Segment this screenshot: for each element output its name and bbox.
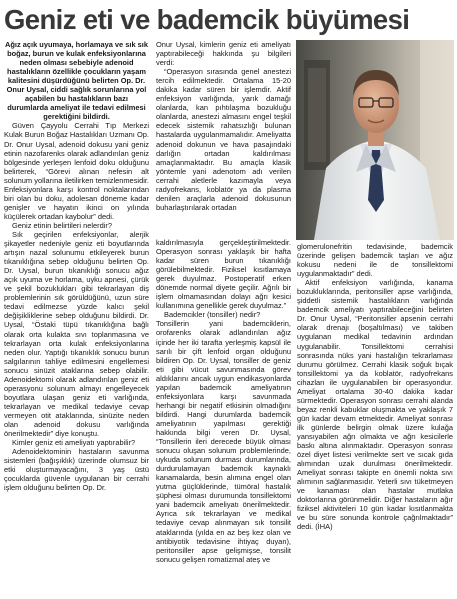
article-paragraph: Aktif enfeksiyon varlığında, kanama bozukluklarında, peritonsiller apse varlığında, şiddetli sistemik hastalıkların varlığında bademcik ameliyatı yaptırabileceğini belirten Dr. Onur Uysal, “Peritonsiller apsenin cerrahi olarak drenajı (boşaltılması) ve takiben uygulanan medikal tedavinin ardından uygulanabilir. Tonsillektomi cerrahisi sonrasında nüks yani hastalığın tekrarlaması durumu görülmez. Cerrahi klasik soğuk bıçak tonsillektomi ya da koblatör, radyofrekans cihazları ile uygulanabilen bir operasyondur. Ameliyat ortalama 30-40 dakika kadar sürmektedir. Operasyon sonrası cerrahi alanda beyaz renkli kabuklar oluşmakta ve yaklaşık 7 gün kadar devam etmektedir. Ameliyat sonrası ilk günlerde belirgin olmak üzere kulağa yansıyabilen ağrı olmakta ve ağrı kesicilerle baskı altına alınmaktadır. Operasyon sonrası özel diyet listesi verilmekte sert ve sıcak gıda alımından uzak durulması önerilmektedir. Ameliyat sonrası takipte en önemli nokta sıvı alımının sağlanmasıdır. Yeterli sıvı tüketmeyen ve kanaması olan hastalar mutlaka doktorlarına görünmelidir. Diğer hastaların ağır fiziksel aktiviteleri 10 gün kadar kısıtlanmakta ve bu süre sonunda kontrole çağrılmaktadır” dedi. (İHA) — [297, 278, 453, 532]
headline: Geniz eti ve bademcik büyümesi — [4, 4, 410, 35]
doctor-portrait-photo — [296, 40, 454, 240]
article-paragraph: Kimler geniz eti ameliyatı yaptırabilir? — [12, 438, 136, 448]
article-paragraph: glomerulonefritin tedavisinde, bademcik üzerinde gelişen bademcik taşları ve ağız kokusu nedeni ile de tonsillektomi uygulanmaktadır” dedi. — [297, 242, 453, 279]
article-paragraph: Adenoidektominin hastaların savunma sistemleri (bağışıklık) üzerinde olumsuz bir etki oluşturmayacağını, 3 yaş üstü çocuklarda güvenle uygulanan bir cerrahi işlem olduğunu belirten Op. Dr. — [4, 447, 149, 493]
article-paragraph: Bademcikler (tonsiller) nedir? — [164, 310, 261, 320]
article-paragraph: Tonsillerin yani bademciklerin, orofarenks olarak adlandırılan ağız içinde her iki tarafta yerleşmiş kapsül ile sarılı bir çift lenfoid organ olduğunu bildiren Op. Dr. Uysal, tonsiller de geniz eti gibi vücut savunmasında görev aldıklarını ancak uygun endikasyonlarda yapılan bademcik ameliyatının enfeksiyonlara karşı savunmada herhangi bir negatif etkisinin olmadığını bildirdi. Hangi durumlarda bademcik ameliyatının yapılması gerektiği hakkında bilgi veren Dr. Uysal, “Tonsillerin ileri derecede büyük olması sonucu oluşan solunum problemlerinde, uykuda solunum durması durumlarında, durdurulamayan bademcik kaynaklı kanamalarda, besin alımına engel olan yutma güçlüklerinde, tümöral hastalık şüphesi olması durumunda tonsillektomi yani bademcik ameliyatı önerilmektedir. Ayrıca sık tekrarlayan ve medikal tedaviye cevap alınmayan sık tonsilit ataklarında (yılda en az beş kez olan ve antibiyotik tedavisine ihtiyaç duyan), peritonsiller apse gelişmişse, tonsilit sonucu gelişen romatizmal ateş ve — [156, 319, 291, 564]
article-paragraph: “Operasyon sırasında genel anestezi tercih edilmektedir. Ortalama 15-20 dakika kadar süren bir işlemdir. Aktif enfeksiyon varlığında, yarık damağı olanlarda, kan pıhtılaşma bozukluğu olanlarda, anestezi almasını engel teşkil edecek sistemik rahatsızlığı bulunan hastalarda uygulanmamalıdır. Ameliyatta adenoid dokunun ve hava pasajındaki darlığın ortadan kaldırılması amaçlanmaktadır. Bu amaçla klasik yöntemle yani adenotom adı verilen cerrahi aletlerle kazımayla veya radyofrekans, koblatör ya da plasma denilen araçlarla adenoid dokusunun buharlaştırılarak ortadan — [156, 67, 291, 212]
article-paragraph: Güven Çayyolu Cerrahi Tıp Merkezi Kulak Burun Boğaz Hastalıkları Uzmanı Op. Dr. Onur Uysal, adenoid dokusu yani geniz etinin nazofarenks olarak adlandırılan geniz bölgesinde yerleşen lenfoid doku olduğunu belirterek, “Görevi alınan nefesin alt solunum yollarına iletilirken temizlenmesidir. Enfeksiyonlara karşı kontrol noktalarından biri olan bu doku, adolesan döneme kadar genişler ve hayatın ikinci on yılında küçülerek ortadan kaybolur” dedi. — [4, 121, 149, 221]
article-paragraph: Onur Uysal, kimlerin geniz eti ameliyatı yaptırabileceği hakkında şu bilgileri verdi: — [156, 40, 291, 68]
article-paragraph: Sık geçirilen enfeksiyonlar, alerjik şikayetler nedeniyle geniz eti boyutlarında artışın nazal solunumu etkileyerek burun tıkanıklığına sebep olduğunu belirten Op. Dr. Uysal, burun tıkanıklığı sonucu ağız açık uyuma ve horlama, uyku apnesi, çürük ve şekil bozuklukları gibi tekrarlayan diş problemlerinin sık görüldüğünü, uzun süre tedavi edilmezse yüzde kalıcı şekil değişikliklerine sebep olduğunu bildirdi. Dr. Uysal, “Östaki tüpü tıkanıklığına bağlı olarak orta kulakta sıvı toplanmasına ve tekrarlayan orta kulak enfeksiyonlarına neden olur. Yaptığı tıkanıklık sonucu burun salgılarının tahliye edilmesini engellemesi sonucu sinüzit ataklarına sebep olabilir. Adenoidektomi olarak adlandırılan geniz eti operasyonu solunum almayı engelleyecek boyutlara ulaşan geniz eti varlığında, tekrarlayan ve medikal tedaviye cevap vermeyen otit ataklarında, sinüzite neden olan adenoid dokusu varlığında önerilmektedir” diye konuştu. — [4, 229, 149, 439]
doctor-portrait-illustration — [296, 40, 454, 240]
article-column-1 — [4, 40, 149, 596]
article-column-3 — [156, 238, 291, 596]
article-paragraph: kaldırılmasıyla gerçekleştirilmektedir. Operasyon sonrası yaklaşık bir hafta kadar süren burun tıkanıklığı görülebilmektedir. Fiziksel kısıtlamaya gerek duyulmaz. Postoperatif erken dönemde normal diyete geçilir. Ağrılı bir işlem olmamasından dolayı ağrı kesici kullanımına genellikle gerek duyulmaz.” — [156, 238, 291, 311]
article-paragraph: Geniz etinin belirtileri nelerdir? — [12, 220, 113, 230]
article-column-4 — [297, 242, 453, 596]
article-paragraph: Ağız açık uyumaya, horlamaya ve sık sık boğaz, burun ve kulak enfeksiyonlarına neden olması sebebiyle adenoid hastalıkların özellikle çocukların yaşam kalitesini düşürdüğünü belirten Op. Dr. Onur Uysal, ciddi sağlık sorunlarına yol açabilen bu hastalıkların bazı durumlarda ameliyat ile tedavi edilmesi gerektiğini bildirdi. — [4, 40, 149, 122]
